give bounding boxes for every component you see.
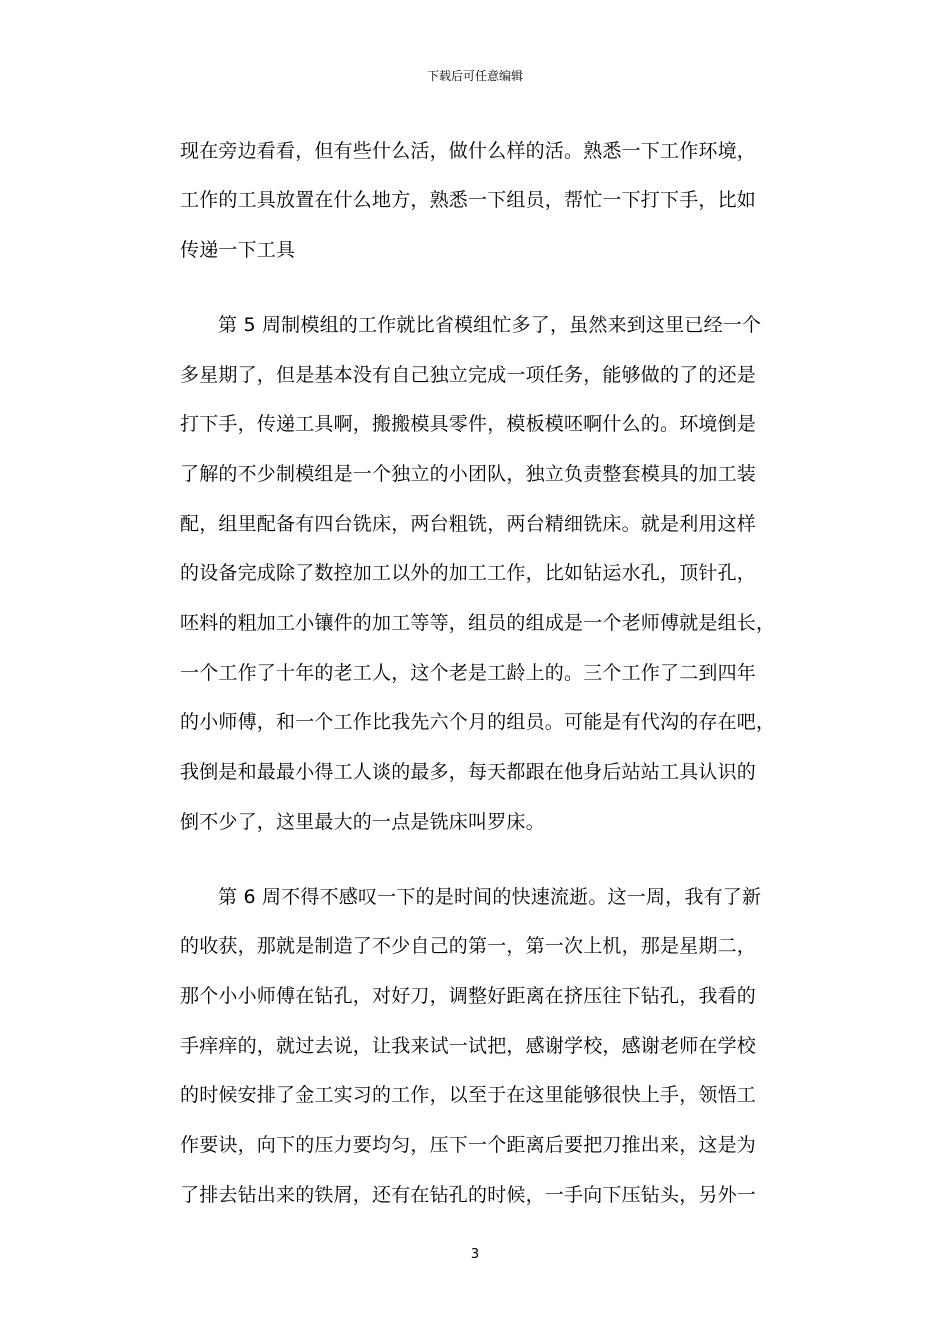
text-line: 呸料的粗加工小镶件的加工等等，组员的组成是一个老师傅就是组长， <box>180 612 776 634</box>
text-line: 打下手，传递工具啊，搬搬模具零件，模板模呸啊什么的。环境倒是 <box>180 413 757 435</box>
text-line: 作要诀，向下的压力要均匀，压下一个距离后要把刀推出来，这是为 <box>180 1134 757 1156</box>
text-line: 配，组里配备有四台铣床，两台粗铣，两台精细铣床。就是利用这样 <box>180 513 757 535</box>
text-line: 的收获，那就是制造了不少自己的第一，第一次上机，那是星期二， <box>180 935 757 957</box>
page-number: 3 <box>470 1247 480 1262</box>
text-line: 的小师傅，和一个工作比我先六个月的组员。可能是有代沟的存在吧， <box>180 711 776 733</box>
text-line: 一个工作了十年的老工人，这个老是工龄上的。三个工作了二到四年 <box>180 662 757 684</box>
text-line: 第 6 周不得不感叹一下的是时间的快速流逝。这一周，我有了新 <box>218 886 762 908</box>
text-line: 现在旁边看看，但有些什么活，做什么样的活。熟悉一下工作环境， <box>180 140 757 162</box>
text-line: 我倒是和最最小得工人谈的最多，每天都跟在他身后站站工具认识的 <box>180 761 757 783</box>
text-line: 了解的不少制模组是一个独立的小团队，独立负责整套模具的加工装 <box>180 463 757 485</box>
text-line: 多星期了，但是基本没有自己独立完成一项任务，能够做的了的还是 <box>180 364 757 386</box>
text-line: 倒不少了，这里最大的一点是铣床叫罗床。 <box>180 811 545 833</box>
text-line: 第 5 周制模组的工作就比省模组忙多了，虽然来到这里已经一个 <box>218 314 762 336</box>
page-header: 下载后可任意编辑 <box>426 69 523 83</box>
text-line: 手痒痒的，就过去说，让我来试一试把，感谢学校，感谢老师在学校 <box>180 1035 757 1057</box>
text-line: 传递一下工具 <box>180 239 296 261</box>
text-line: 的时候安排了金工实习的工作，以至于在这里能够很快上手，领悟工 <box>180 1084 757 1106</box>
text-line: 的设备完成除了数控加工以外的加工工作，比如钻运水孔，顶针孔， <box>180 562 757 584</box>
text-line: 工作的工具放置在什么地方，熟悉一下组员，帮忙一下打下手，比如 <box>180 189 757 211</box>
text-line: 那个小小师傅在钻孔，对好刀，调整好距离在挤压往下钻孔，我看的 <box>180 985 757 1007</box>
text-line: 了排去钻出来的铁屑，还有在钻孔的时候，一手向下压钻头，另外一 <box>180 1184 757 1206</box>
